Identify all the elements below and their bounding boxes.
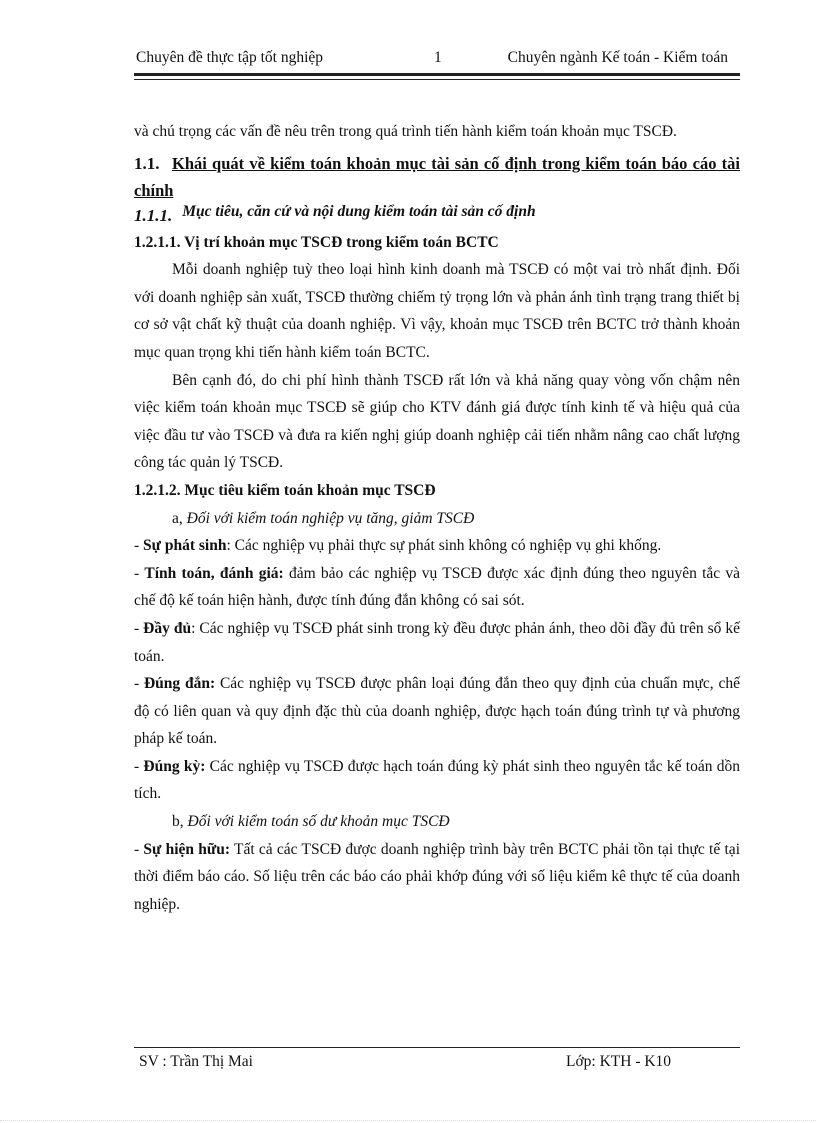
header-rule-thick bbox=[134, 73, 740, 76]
section-heading-1-1-1 bbox=[134, 204, 740, 229]
paragraph: Mỗi doanh nghiệp tuỳ theo loại hình kinh doanh mà TSCĐ có một vai trò nhất định. Đối với doanh nghiệp sản xuất, TSCĐ thường chiếm tỷ trọng lớn và phản ánh tình trạng trang thiết bị cơ sở vật chất kỹ thuật của doanh nghiệp. Vì vậy, khoản mục TSCĐ trên BCTC trở thành khoản mục quan trọng khi tiến hành kiểm toán BCTC. bbox=[134, 261, 740, 361]
objective-text: đảm bảo các nghiệp vụ TSCĐ được xác định đúng theo nguyên tắc và chế độ kế toán hiện hành, được tính đúng đắn không có sai sót. bbox=[134, 564, 741, 610]
section-title: Khái quát về kiểm toán khoản mục tài sản cố định trong kiểm toán báo cáo tài chính bbox=[134, 153, 740, 200]
page-footer bbox=[134, 1053, 740, 1077]
section-number: 1.1.1. bbox=[134, 205, 173, 225]
objective-item: - Đúng kỳ: Các nghiệp vụ TSCĐ được hạch toán đúng kỳ phát sinh theo nguyên tắc kế toán dồn tích. bbox=[134, 757, 740, 803]
footer-rule bbox=[134, 1047, 740, 1048]
objective-item: - Đúng đắn: Các nghiệp vụ TSCĐ được phân loại đúng đắn theo quy định của chuẩn mực, chế độ có liên quan và quy định đặc thù của doanh nghiệp, được hạch toán đúng trình tự và phương pháp kế toán. bbox=[134, 675, 740, 748]
footer-student: SV : Trần Thị Mai bbox=[139, 1053, 253, 1070]
footer-class: Lớp: KTH - K10 bbox=[566, 1053, 672, 1070]
header-rule-thin bbox=[134, 79, 740, 80]
page-edge-line bbox=[0, 1120, 816, 1121]
objective-item: - Sự hiện hữu: Tất cả các TSCĐ được doanh nghiệp trình bày trên BCTC phải tồn tại thực tế tại thời điểm báo cáo. Số liệu trên các báo cáo phải khớp đúng với số liệu kiểm kê thực tế của doanh nghiệp. bbox=[134, 840, 740, 913]
page-body bbox=[134, 118, 740, 918]
case-title: Đối với kiểm toán nghiệp vụ tăng, giảm TSCĐ bbox=[186, 509, 475, 527]
case-heading-a bbox=[134, 505, 740, 533]
objective-item: - Tính toán, đánh giá: đảm bảo các nghiệp vụ TSCĐ được xác định đúng theo nguyên tắc và chế độ kế toán hiện hành, được tính đúng đắn không có sai sót. bbox=[134, 564, 741, 610]
objective-label: Đúng kỳ: bbox=[143, 757, 206, 775]
section-number: 1.1. bbox=[134, 153, 160, 173]
page-header bbox=[134, 46, 740, 70]
header-page-number: 1 bbox=[434, 49, 442, 66]
objective-label: Tính toán, đánh giá: bbox=[144, 564, 284, 582]
objective-label: Sự phát sinh bbox=[143, 537, 227, 555]
objective-separator: : bbox=[191, 619, 196, 637]
subheading-1-2-1-2: 1.2.1.2. Mục tiêu kiểm toán khoản mục TSCĐ bbox=[134, 481, 436, 499]
case-prefix: b, bbox=[172, 813, 184, 831]
objective-list-a bbox=[134, 532, 740, 808]
objective-text: Các nghiệp vụ phải thực sự phát sinh không có nghiệp vụ ghi khống. bbox=[230, 537, 662, 555]
objective-text: Các nghiệp vụ TSCĐ được phân loại đúng đắn theo quy định của chuẩn mực, chế độ có liên quan và quy định đặc thù của doanh nghiệp, được hạch toán đúng trình tự và phương pháp kế toán. bbox=[134, 675, 740, 748]
section-heading-1-1 bbox=[134, 150, 740, 204]
subheading-1-2-1-1: 1.2.1.1. Vị trí khoản mục TSCĐ trong kiểm toán BCTC bbox=[134, 233, 499, 251]
header-major: Chuyên ngành Kế toán - Kiểm toán bbox=[507, 49, 728, 66]
header-thesis-title: Chuyên đề thực tập tốt nghiệp bbox=[136, 49, 324, 66]
objective-label: Đầy đủ bbox=[143, 619, 192, 637]
case-title: Đối với kiểm toán số dư khoản mục TSCĐ bbox=[187, 813, 450, 831]
case-heading-b bbox=[134, 808, 740, 836]
objective-list-b bbox=[134, 836, 740, 919]
objective-item: - Sự phát sinh: Các nghiệp vụ phải thực sự phát sinh không có nghiệp vụ ghi khống. bbox=[134, 537, 662, 555]
objective-label: Sự hiện hữu: bbox=[143, 840, 230, 858]
objective-label: Đúng đắn: bbox=[143, 675, 216, 693]
objective-text: Các nghiệp vụ TSCĐ phát sinh trong kỳ đều được phản ánh, theo dõi đầy đủ trên sổ kế toán. bbox=[134, 619, 740, 665]
paragraph: Bên cạnh đó, do chi phí hình thành TSCĐ rất lớn và khả năng quay vòng vốn chậm nên việc kiểm toán khoản mục TSCĐ sẽ giúp cho KTV đánh giá được tính kinh tế và hiệu quả của việc đầu tư vào TSCĐ và đưa ra kiến nghị giúp doanh nghiệp cải tiến nhằm nâng cao chất lượng công tác quản lý TSCĐ. bbox=[134, 371, 740, 472]
section-title: Mục tiêu, căn cứ và nội dung kiểm toán tài sản cố định bbox=[182, 202, 536, 220]
case-prefix: a, bbox=[172, 509, 183, 527]
objective-text: Tất cả các TSCĐ được doanh nghiệp trình bày trên BCTC phải tồn tại thực tế tại thời điểm báo cáo. Số liệu trên các báo cáo phải khớp đúng với số liệu kiểm kê thực tế của doanh nghiệp. bbox=[134, 840, 740, 913]
objective-item: - Đầy đủ: Các nghiệp vụ TSCĐ phát sinh trong kỳ đều được phản ánh, theo dõi đầy đủ trên sổ kế toán. bbox=[134, 619, 740, 665]
objective-text: Các nghiệp vụ TSCĐ được hạch toán đúng kỳ phát sinh theo nguyên tắc kế toán dồn tích. bbox=[134, 757, 740, 803]
objective-separator: : bbox=[226, 537, 231, 555]
intro-paragraph: và chú trọng các vấn đề nêu trên trong quá trình tiến hành kiểm toán khoản mục TSCĐ. bbox=[134, 123, 677, 140]
